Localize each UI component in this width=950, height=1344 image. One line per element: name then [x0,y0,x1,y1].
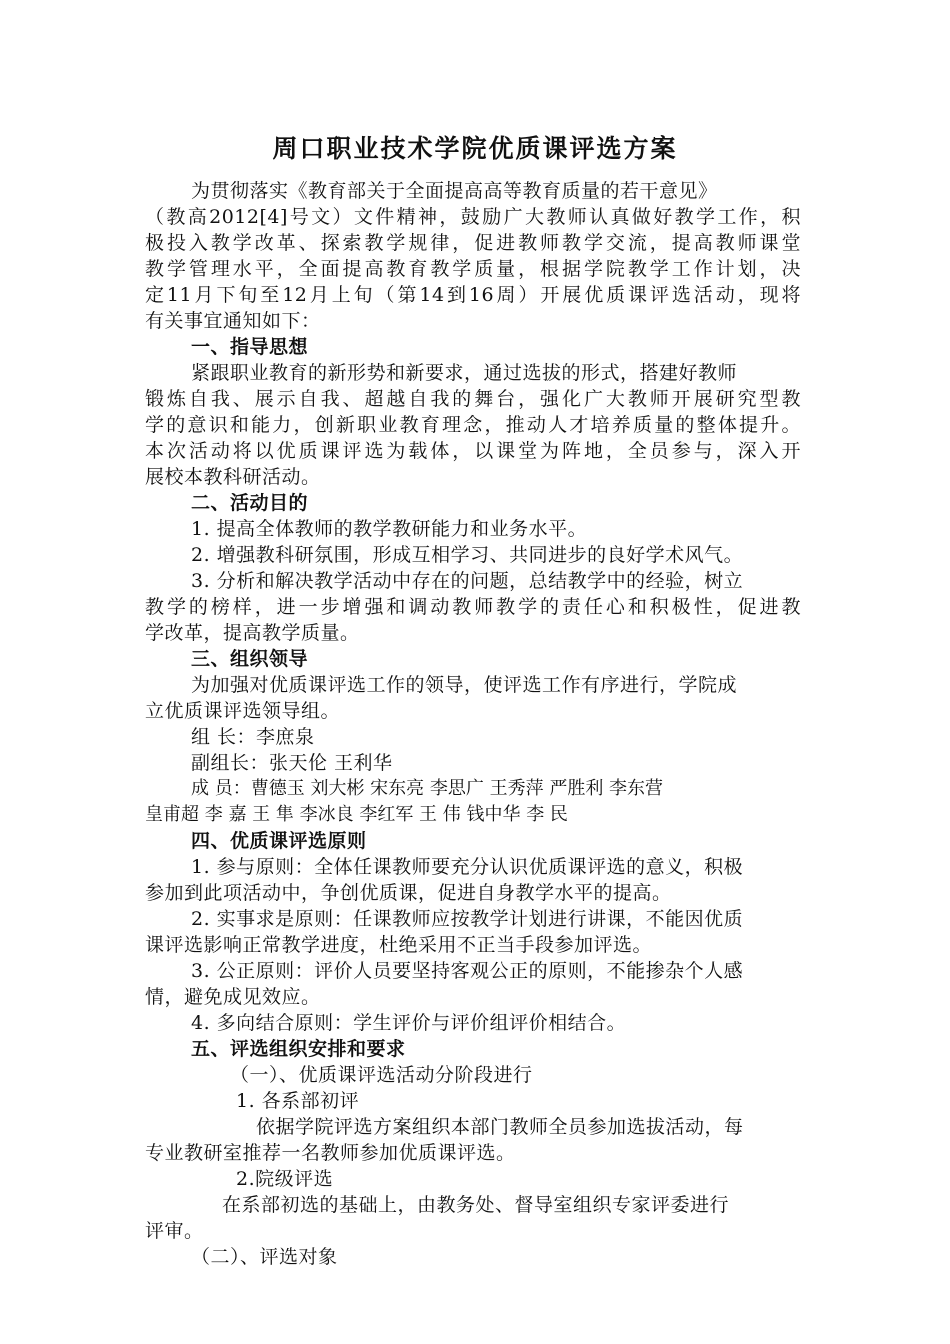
s1-line-2: 锻炼自我、展示自我、超越自我的舞台，强化广大教师开展研究型教 [145,388,801,410]
section-heading-4: 四、优质课评选原则 [191,830,367,852]
intro-line-5: 定11月下旬至12月上旬（第14到16周）开展优质课评选活动，现将 [145,284,801,306]
s1-line-1: 紧跟职业教育的新形势和新要求，通过选拔的形式，搭建好教师 [191,362,738,384]
s3-deputy: 副组长：张天伦 王利华 [191,752,393,774]
document-title: 周口职业技术学院优质课评选方案 [272,134,678,163]
s3-line-2: 立优质课评选领导组。 [145,700,341,722]
s4-line-2: 参加到此项活动中，争创优质课，促进自身教学水平的提高。 [145,882,672,904]
section-heading-3: 三、组织领导 [191,648,309,670]
s2-line-3: 3. 分析和解决教学活动中存在的问题，总结教学中的经验，树立 [191,570,744,592]
s5-line-6: 在系部初选的基础上，由教务处、督导室组织专家评委进行 [222,1194,730,1216]
s5-step-2: 2.院级评选 [236,1168,334,1190]
s5-line-7: 评审。 [145,1220,204,1242]
s1-line-3: 学的意识和能力，创新职业教育理念，推动人才培养质量的整体提升。 [145,414,801,436]
s1-line-4: 本次活动将以优质课评选为载体，以课堂为阵地，全员参与，深入开 [145,440,801,462]
intro-line-1: 为贯彻落实《教育部关于全面提高高等教育质量的若干意见》 [191,180,718,202]
s5-subheading-1: （一）、优质课评选活动分阶段进行 [230,1064,533,1086]
s4-line-6: 情，避免成见效应。 [145,986,321,1008]
s3-members: 成 员：曹德玉 刘大彬 宋东亮 李思广 王秀萍 严胜利 李东营 [191,778,664,799]
s1-line-5: 展校本教科研活动。 [145,466,321,488]
s4-line-1: 1. 参与原则：全体任课教师要充分认识优质课评选的意义，积极 [191,856,744,878]
s2-line-2: 2. 增强教科研氛围，形成互相学习、共同进步的良好学术风气。 [191,544,744,566]
s4-line-3: 2. 实事求是原则：任课教师应按教学计划进行讲课，不能因优质 [191,908,744,930]
s2-line-5: 学改革，提高教学质量。 [145,622,360,644]
s5-line-3: 依据学院评选方案组织本部门教师全员参加选拔活动，每 [256,1116,744,1138]
intro-line-4: 教学管理水平，全面提高教育教学质量，根据学院教学工作计划，决 [145,258,801,280]
s3-members-cont: 皇甫超 李 嘉 王 隼 李冰良 李红军 王 伟 钱中华 李 民 [145,804,568,825]
intro-line-3: 极投入教学改革、探索教学规律，促进教师教学交流，提高教师课堂 [145,232,801,254]
s5-step-1: 1. 各系部初评 [236,1090,360,1112]
intro-line-2: （教高2012[4]号文）文件精神，鼓励广大教师认真做好教学工作，积 [145,206,801,228]
s5-subheading-2: （二）、评选对象 [191,1246,338,1268]
s4-line-7: 4. 多向结合原则：学生评价与评价组评价相结合。 [191,1012,627,1034]
s4-line-4: 课评选影响正常教学进度，杜绝采用不正当手段参加评选。 [145,934,653,956]
section-heading-2: 二、活动目的 [191,492,309,514]
s5-line-4: 专业教研室推荐一名教师参加优质课评选。 [145,1142,516,1164]
section-heading-5: 五、评选组织安排和要求 [191,1038,406,1060]
s4-line-5: 3. 公正原则：评价人员要坚持客观公正的原则，不能掺杂个人感 [191,960,744,982]
s3-line-1: 为加强对优质课评选工作的领导，使评选工作有序进行，学院成 [191,674,738,696]
section-heading-1: 一、指导思想 [191,336,309,358]
s2-line-1: 1. 提高全体教师的教学教研能力和业务水平。 [191,518,588,540]
s3-leader: 组 长：李庶泉 [191,726,315,748]
intro-line-6: 有关事宜通知如下： [145,310,321,332]
s2-line-4: 教学的榜样，进一步增强和调动教师教学的责任心和积极性，促进教 [145,596,801,618]
